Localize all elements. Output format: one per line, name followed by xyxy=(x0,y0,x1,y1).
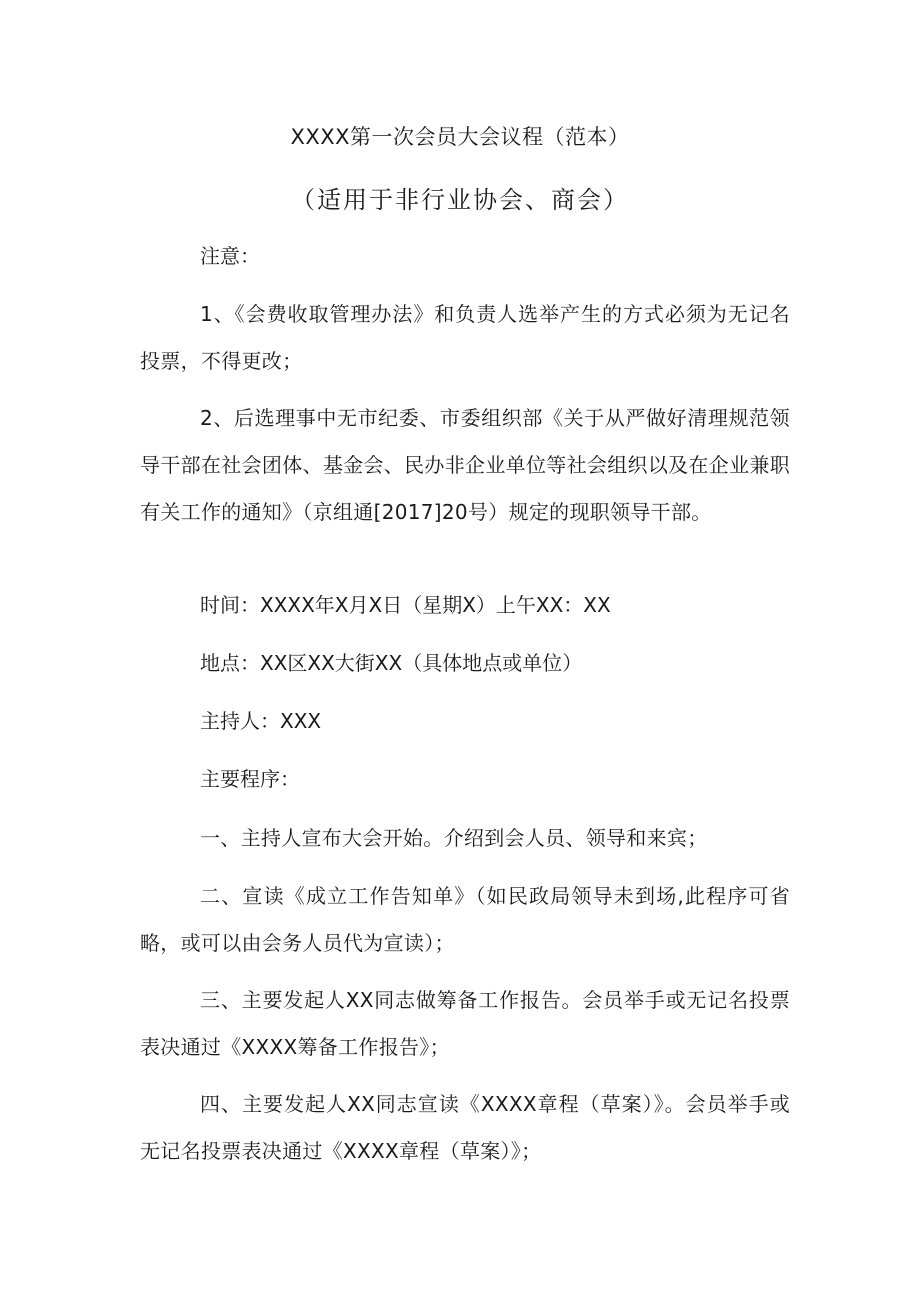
meeting-location: 地点：XX区XX大街XX（具体地点或单位） xyxy=(200,651,583,675)
procedure-label: 主要程序： xyxy=(200,767,300,791)
document-subtitle: （适用于非行业协会、商会） xyxy=(291,186,629,214)
note-2: 2、后选理事中无市纪委、市委组织部《关于从严做好清理规范领导干部在社会团体、基金会、民办非企业单位等社会组织以及在企业兼职有关工作的通知》（京组通[2017]20号）规定的现职领导干部。 xyxy=(140,406,790,524)
meeting-time: 时间：XXXX年X月X日（星期X）上午XX：XX xyxy=(200,593,611,617)
procedure-step-3: 三、主要发起人XX同志做筹备工作报告。会员举手或无记名投票表决通过《XXXX筹备工作报告》； xyxy=(140,988,790,1059)
procedure-step-2: 二、宣读《成立工作告知单》（如民政局领导未到场,此程序可省略，或可以由会务人员代为宣读）； xyxy=(140,884,790,955)
meeting-host: 主持人：XXX xyxy=(200,709,322,733)
notice-label: 注意： xyxy=(200,244,260,268)
note-1: 1、《会费收取管理办法》和负责人选举产生的方式必须为无记名投票，不得更改； xyxy=(140,302,790,373)
document-title: XXXX第一次会员大会议程（范本） xyxy=(290,125,630,149)
procedure-step-1: 一、主持人宣布大会开始。介绍到会人员、领导和来宾； xyxy=(200,826,708,850)
procedure-step-4: 四、主要发起人XX同志宣读《XXXX章程（草案）》。会员举手或无记名投票表决通过《XXXX章程（草案）》； xyxy=(140,1092,790,1163)
